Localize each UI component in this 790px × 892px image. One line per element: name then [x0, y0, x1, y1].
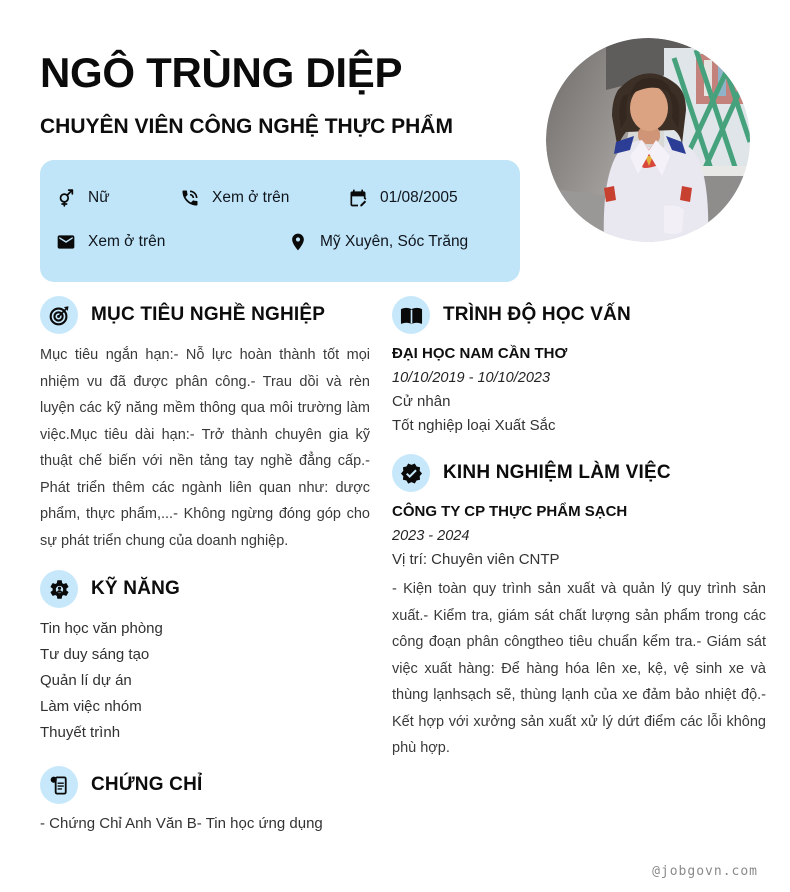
objective-body: Mục tiêu ngắn hạn:- Nỗ lực hoàn thành tốt mọi nhiệm vu đã được phân công.- Trau dồi và rèn luyện các kỹ năng mềm thông qua môi trường làm việc.Mục tiêu dài hạn:- Trở thành chuyên gia kỹ thuật chế biến với nền tảng tay nghề đẳng cấp.- Phát triển thêm các ngành liên quan như: dược phẩm, thực phẩm,...- Không ngừng đóng góp cho sự phát triển chung của doanh nghiệp.	[40, 347, 370, 549]
skill-list	[40, 616, 370, 746]
contact-email	[56, 232, 165, 252]
profile-photo-illustration	[546, 38, 750, 242]
education-note: Tốt nghiệp loại Xuất Sắc	[392, 417, 556, 434]
candidate-name: NGÔ TRÙNG DIỆP	[40, 49, 403, 96]
section-objective	[40, 296, 370, 554]
location-icon	[288, 232, 308, 252]
book-icon	[392, 296, 430, 334]
gear-check-icon	[392, 454, 430, 492]
experience-title: KINH NGHIỆM LÀM VIỆC	[443, 462, 671, 483]
candidate-job-title: CHUYÊN VIÊN CÔNG NGHỆ THỰC PHẨM	[40, 115, 453, 138]
contact-gender	[56, 188, 110, 208]
education-header	[392, 296, 766, 334]
skill-item: Tin học văn phòng	[40, 620, 163, 637]
skills-gear-person-icon	[40, 570, 78, 608]
skill-item: Tư duy sáng tạo	[40, 646, 150, 663]
phone-icon	[180, 188, 200, 208]
experience-position: Vị trí: Chuyên viên CNTP	[392, 551, 560, 568]
experience-company: CÔNG TY CP THỰC PHẨM SẠCH	[392, 503, 628, 520]
experience-body: - Kiện toàn quy trình sản xuất và quản lý quy trình sản xuất.- Kiểm tra, giám sát chất lượng sản phẩm trong các công đoạn phân côngtheo tiêu chuẩn kểm tra.- Giám sát việc xuất hàng: Để hàng hóa lên xe, kệ, vệ sinh xe và thùng lạnhsạch sẽ, thùng lạnh của xe đảm bảo nhiệt độ.- Kết hợp với xưởng sản xuất xử lý dứt điểm các lỗi không phù hợp.	[392, 581, 766, 756]
skill-item: Làm việc nhóm	[40, 698, 142, 715]
contact-box	[40, 160, 520, 282]
section-experience	[392, 454, 766, 762]
certificates-body: - Chứng Chỉ Anh Văn B- Tin học ứng dụng	[40, 815, 323, 832]
skills-title: KỸ NĂNG	[91, 578, 181, 599]
objective-title: MỤC TIÊU NGHỀ NGHIỆP	[91, 304, 326, 325]
skills-header	[40, 570, 370, 608]
certificates-title: CHỨNG CHỈ	[91, 774, 203, 795]
certificates-header	[40, 766, 370, 804]
gender-icon	[56, 188, 76, 208]
skill-item: Thuyết trình	[40, 724, 121, 741]
right-column	[392, 296, 766, 762]
watermark: @jobgovn.com	[652, 864, 758, 879]
certificate-icon	[40, 766, 78, 804]
section-education	[392, 296, 766, 438]
contact-gender-value: Nữ	[88, 189, 110, 206]
contact-phone-value: Xem ở trên	[212, 189, 290, 206]
education-degree: Cử nhân	[392, 393, 451, 410]
contact-location-value: Mỹ Xuyên, Sóc Trăng	[320, 233, 469, 250]
education-dates: 10/10/2019 - 10/10/2023	[392, 370, 551, 386]
target-icon	[40, 296, 78, 334]
objective-header	[40, 296, 370, 334]
education-title: TRÌNH ĐỘ HỌC VẤN	[443, 304, 631, 325]
calendar-icon	[348, 188, 368, 208]
education-school: ĐẠI HỌC NAM CẦN THƠ	[392, 345, 568, 362]
skill-item: Quản lí dự án	[40, 672, 132, 689]
section-certificates	[40, 766, 370, 836]
profile-photo	[546, 38, 750, 242]
experience-dates: 2023 - 2024	[392, 528, 470, 544]
left-column	[40, 296, 370, 836]
contact-phone	[180, 188, 289, 208]
contact-email-value: Xem ở trên	[88, 233, 166, 250]
contact-location	[288, 232, 468, 252]
contact-birthday-value: 01/08/2005	[380, 189, 458, 206]
contact-birthday	[348, 188, 458, 208]
section-skills	[40, 570, 370, 746]
experience-header	[392, 454, 766, 492]
email-icon	[56, 232, 76, 252]
